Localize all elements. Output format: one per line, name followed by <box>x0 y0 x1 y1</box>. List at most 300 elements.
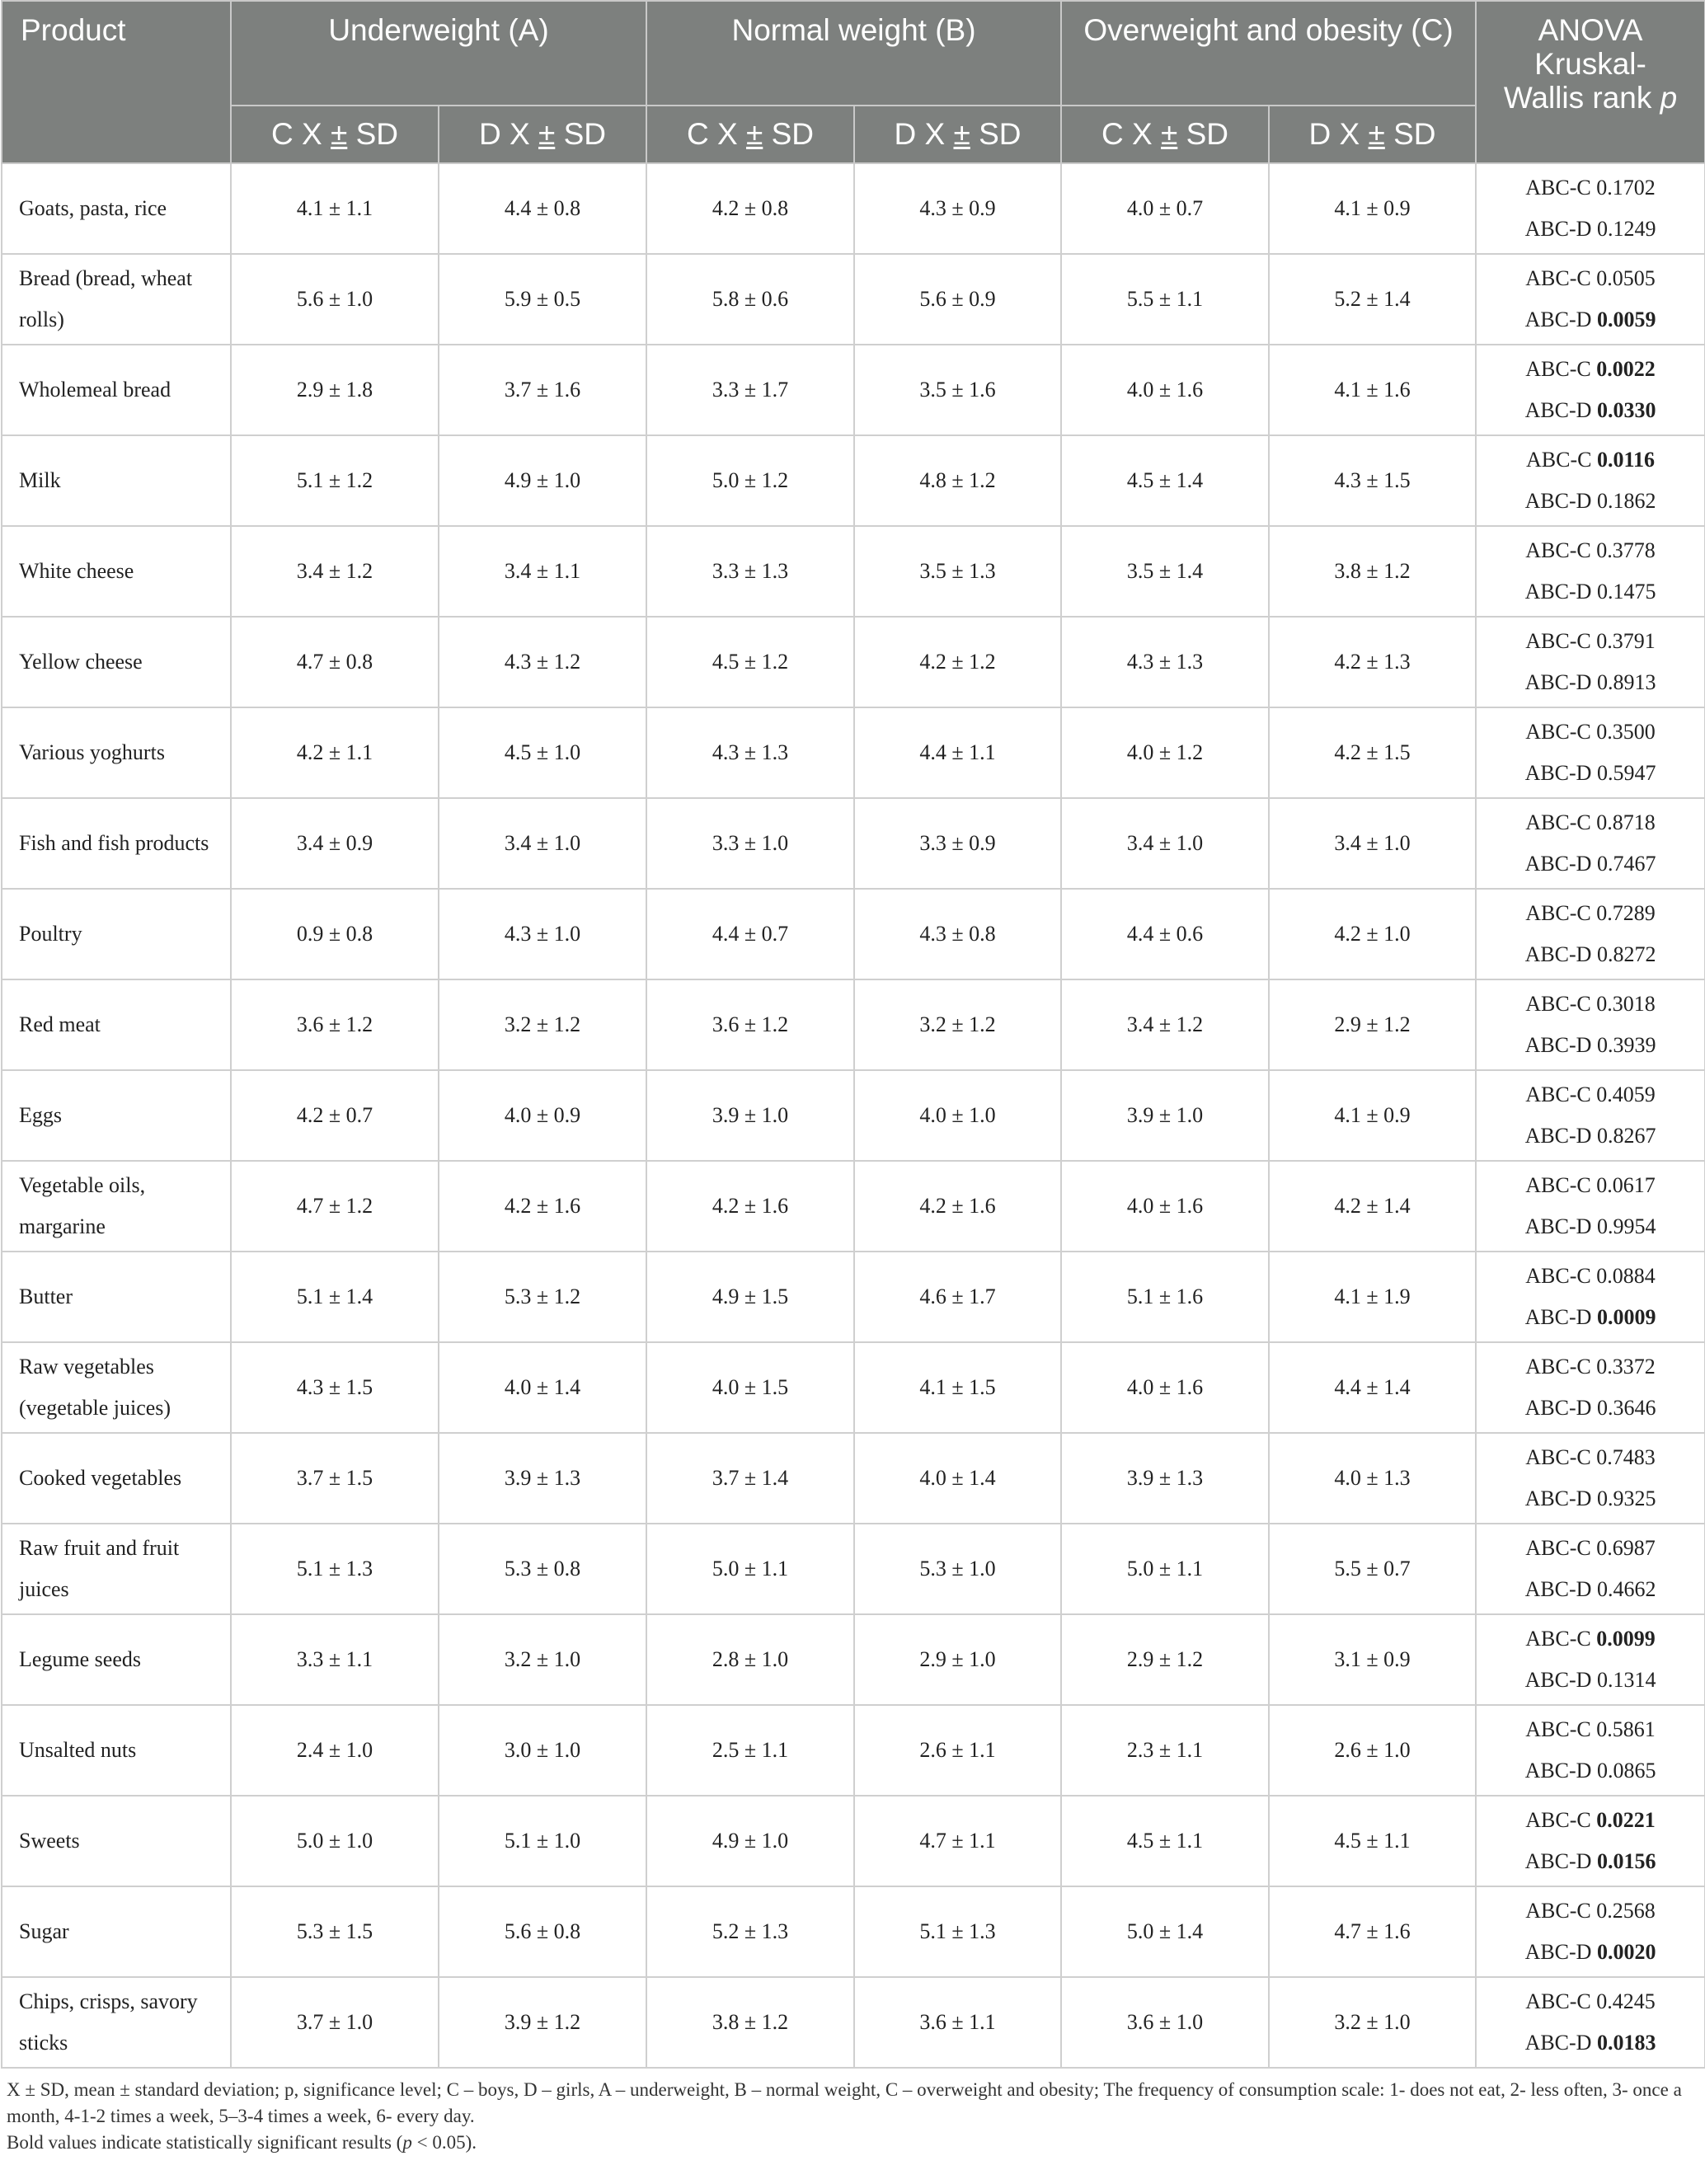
value-cell: 2.8 ± 1.0 <box>646 1614 854 1705</box>
consumption-frequency-table <box>1 0 1705 2069</box>
value-cell: 4.0 ± 0.7 <box>1061 163 1269 254</box>
value-cell: 5.2 ± 1.4 <box>1269 254 1476 345</box>
p-value-line <box>1477 934 1704 975</box>
value-cell: 3.6 ± 1.0 <box>1061 1977 1269 2068</box>
value-cell: 4.0 ± 1.0 <box>854 1070 1061 1161</box>
value-cell: 3.6 ± 1.1 <box>854 1977 1061 2068</box>
value-cell: 3.1 ± 0.9 <box>1269 1614 1476 1705</box>
p-value: 0.3791 <box>1596 629 1656 653</box>
value-cell: 4.4 ± 1.4 <box>1269 1342 1476 1433</box>
product-name: Eggs <box>2 1070 231 1161</box>
p-value: 0.3939 <box>1596 1033 1656 1057</box>
p-value-label: ABC-D <box>1524 308 1597 331</box>
header-sub-2 <box>646 106 854 163</box>
p-value-label: ABC-D <box>1524 670 1597 694</box>
header-sub-4 <box>1061 106 1269 163</box>
p-value-line <box>1477 1478 1704 1519</box>
value-cell: 5.9 ± 0.5 <box>439 254 646 345</box>
value-cell: 4.8 ± 1.2 <box>854 435 1061 526</box>
p-value-label: ABC-C <box>1525 1264 1597 1288</box>
product-name: Butter <box>2 1252 231 1342</box>
header-sub-post: SD <box>763 117 814 151</box>
value-cell: 4.4 ± 0.6 <box>1061 889 1269 979</box>
value-cell: 4.1 ± 1.5 <box>854 1342 1061 1433</box>
value-cell: 4.0 ± 1.5 <box>646 1342 854 1433</box>
header-sub-pre: D X <box>479 117 538 151</box>
value-cell: 5.0 ± 1.0 <box>231 1796 439 1886</box>
p-value-line <box>1477 1750 1704 1792</box>
value-cell: 4.2 ± 1.6 <box>854 1161 1061 1252</box>
p-value: 0.1314 <box>1596 1668 1656 1692</box>
p-value-label: ABC-D <box>1524 217 1597 241</box>
p-value-label: ABC-D <box>1524 1214 1597 1238</box>
value-cell: 3.5 ± 1.6 <box>854 345 1061 435</box>
p-value-label: ABC-C <box>1525 901 1597 925</box>
p-value-label: ABC-D <box>1524 852 1597 876</box>
value-cell: 2.6 ± 1.1 <box>854 1705 1061 1796</box>
value-cell: 5.6 ± 1.0 <box>231 254 439 345</box>
value-cell: 4.1 ± 1.1 <box>231 163 439 254</box>
p-value: 0.5947 <box>1596 761 1656 785</box>
value-cell: 5.2 ± 1.3 <box>646 1886 854 1977</box>
p-value-line <box>1477 390 1704 431</box>
p-value-line <box>1477 439 1704 481</box>
value-cell: 4.7 ± 0.8 <box>231 617 439 707</box>
p-value-label: ABC-D <box>1524 1940 1597 1964</box>
p-value-label: ABC-D <box>1524 2031 1597 2055</box>
value-cell: 4.7 ± 1.2 <box>231 1161 439 1252</box>
value-cell: 5.6 ± 0.9 <box>854 254 1061 345</box>
table-row <box>2 345 1705 435</box>
value-cell: 3.3 ± 0.9 <box>854 798 1061 889</box>
p-value-line <box>1477 802 1704 843</box>
p-value-cell <box>1476 1796 1705 1886</box>
value-cell: 3.4 ± 1.1 <box>439 526 646 617</box>
value-cell: 4.3 ± 1.3 <box>1061 617 1269 707</box>
value-cell: 4.6 ± 1.7 <box>854 1252 1061 1342</box>
header-anova-line3: Wallis rank <box>1503 81 1660 115</box>
header-anova-line1: ANOVA <box>1538 13 1643 47</box>
value-cell: 4.7 ± 1.6 <box>1269 1886 1476 1977</box>
p-value-significant: 0.0099 <box>1596 1627 1656 1651</box>
value-cell: 3.0 ± 1.0 <box>439 1705 646 1796</box>
p-value-cell <box>1476 1161 1705 1252</box>
table-row <box>2 1433 1705 1524</box>
p-value-label: ABC-C <box>1525 1989 1597 2013</box>
p-value-line <box>1477 299 1704 341</box>
p-value-line <box>1477 258 1704 299</box>
value-cell: 3.2 ± 1.0 <box>439 1614 646 1705</box>
p-value-line <box>1477 984 1704 1025</box>
p-value-label: ABC-D <box>1524 942 1597 966</box>
value-cell: 2.6 ± 1.0 <box>1269 1705 1476 1796</box>
value-cell: 5.1 ± 1.6 <box>1061 1252 1269 1342</box>
value-cell: 3.5 ± 1.4 <box>1061 526 1269 617</box>
p-value-cell <box>1476 1886 1705 1977</box>
header-sub-post: SD <box>347 117 398 151</box>
p-value-line <box>1477 1388 1704 1429</box>
product-name: Bread (bread, wheat rolls) <box>2 254 231 345</box>
value-cell: 4.0 ± 1.6 <box>1061 1342 1269 1433</box>
table-row <box>2 889 1705 979</box>
value-cell: 3.3 ± 1.1 <box>231 1614 439 1705</box>
p-value-label: ABC-C <box>1525 1536 1597 1560</box>
table-row <box>2 163 1705 254</box>
p-value-label: ABC-C <box>1525 629 1597 653</box>
p-value-cell <box>1476 1433 1705 1524</box>
product-name: Vegetable oils, margarine <box>2 1161 231 1252</box>
value-cell: 4.1 ± 0.9 <box>1269 163 1476 254</box>
value-cell: 4.0 ± 1.4 <box>854 1433 1061 1524</box>
value-cell: 4.2 ± 1.5 <box>1269 707 1476 798</box>
header-row-groups <box>2 1 1705 106</box>
header-overweight-obesity: Overweight and obesity (C) <box>1061 1 1476 106</box>
p-value: 0.3372 <box>1596 1355 1656 1379</box>
p-value-line <box>1477 621 1704 662</box>
header-row-sub <box>2 106 1705 163</box>
p-value: 0.4245 <box>1596 1989 1656 2013</box>
table-row <box>2 1252 1705 1342</box>
p-value: 0.3018 <box>1596 992 1656 1016</box>
p-value-cell <box>1476 979 1705 1070</box>
value-cell: 3.4 ± 1.2 <box>1061 979 1269 1070</box>
header-anova-p: p <box>1660 81 1678 115</box>
p-value: 0.3500 <box>1596 720 1656 744</box>
header-sub-pre: C X <box>271 117 331 151</box>
p-value-line <box>1477 1981 1704 2022</box>
table-row <box>2 707 1705 798</box>
product-name: Milk <box>2 435 231 526</box>
p-value-label: ABC-C <box>1525 992 1597 1016</box>
p-value-label: ABC-C <box>1525 176 1597 200</box>
p-value-line <box>1477 893 1704 934</box>
p-value: 0.0865 <box>1596 1759 1656 1782</box>
p-value-line <box>1477 1165 1704 1206</box>
p-value-label: ABC-D <box>1524 1668 1597 1692</box>
header-sub-post: SD <box>555 117 606 151</box>
header-sub-pre: C X <box>687 117 746 151</box>
table-row <box>2 1796 1705 1886</box>
value-cell: 4.0 ± 1.3 <box>1269 1433 1476 1524</box>
p-value-cell <box>1476 617 1705 707</box>
p-value-label: ABC-C <box>1525 538 1597 562</box>
table-row <box>2 1524 1705 1614</box>
p-value-label: ABC-D <box>1524 1849 1597 1873</box>
table-row <box>2 1614 1705 1705</box>
value-cell: 3.6 ± 1.2 <box>646 979 854 1070</box>
p-value-label: ABC-C <box>1525 1717 1597 1741</box>
p-value-label: ABC-C <box>1525 266 1597 290</box>
p-value: 0.1249 <box>1596 217 1656 241</box>
value-cell: 4.5 ± 1.2 <box>646 617 854 707</box>
p-value-line <box>1477 1437 1704 1478</box>
value-cell: 5.5 ± 0.7 <box>1269 1524 1476 1614</box>
p-value-line <box>1477 712 1704 753</box>
p-value-line <box>1477 167 1704 209</box>
value-cell: 4.9 ± 1.0 <box>646 1796 854 1886</box>
footnote-bold-post: < 0.05). <box>411 2132 477 2153</box>
value-cell: 4.2 ± 1.6 <box>646 1161 854 1252</box>
value-cell: 4.1 ± 1.9 <box>1269 1252 1476 1342</box>
p-value: 0.8267 <box>1596 1124 1656 1148</box>
p-value-cell <box>1476 1977 1705 2068</box>
p-value: 0.7483 <box>1596 1445 1656 1469</box>
product-name: White cheese <box>2 526 231 617</box>
value-cell: 5.0 ± 1.1 <box>1061 1524 1269 1614</box>
p-value-line <box>1477 1569 1704 1610</box>
product-name: Raw fruit and fruit juices <box>2 1524 231 1614</box>
p-value-label: ABC-C <box>1525 448 1597 472</box>
p-value: 0.1862 <box>1596 489 1656 513</box>
product-name: Chips, crisps, savory sticks <box>2 1977 231 2068</box>
value-cell: 4.5 ± 1.4 <box>1061 435 1269 526</box>
p-value-line <box>1477 571 1704 613</box>
p-value-label: ABC-C <box>1525 1627 1597 1651</box>
p-value-cell <box>1476 435 1705 526</box>
p-value-label: ABC-C <box>1525 357 1597 381</box>
value-cell: 2.3 ± 1.1 <box>1061 1705 1269 1796</box>
p-value-label: ABC-D <box>1524 1305 1597 1329</box>
value-cell: 5.1 ± 1.2 <box>231 435 439 526</box>
product-name: Raw vegetables (vegetable juices) <box>2 1342 231 1433</box>
p-value-line <box>1477 1346 1704 1388</box>
p-value-label: ABC-D <box>1524 1759 1597 1782</box>
p-value: 0.0505 <box>1596 266 1656 290</box>
value-cell: 4.2 ± 1.2 <box>854 617 1061 707</box>
value-cell: 3.6 ± 1.2 <box>231 979 439 1070</box>
table-row <box>2 1977 1705 2068</box>
value-cell: 3.9 ± 1.3 <box>439 1433 646 1524</box>
table-row <box>2 526 1705 617</box>
p-value: 0.0884 <box>1596 1264 1656 1288</box>
value-cell: 3.2 ± 1.0 <box>1269 1977 1476 2068</box>
p-value-line <box>1477 1800 1704 1841</box>
p-value-label: ABC-C <box>1525 1899 1597 1923</box>
p-value-significant: 0.0156 <box>1596 1849 1656 1873</box>
p-value-line <box>1477 1025 1704 1066</box>
table-row <box>2 979 1705 1070</box>
value-cell: 5.1 ± 1.0 <box>439 1796 646 1886</box>
value-cell: 3.5 ± 1.3 <box>854 526 1061 617</box>
p-value-label: ABC-C <box>1525 1083 1597 1106</box>
value-cell: 4.4 ± 0.8 <box>439 163 646 254</box>
footnote-bold-pre: Bold values indicate statistically significant results ( <box>7 2132 403 2153</box>
header-sub-pm: ± <box>1161 117 1178 151</box>
value-cell: 4.2 ± 0.8 <box>646 163 854 254</box>
value-cell: 3.4 ± 1.0 <box>1269 798 1476 889</box>
value-cell: 3.4 ± 1.0 <box>1061 798 1269 889</box>
value-cell: 3.9 ± 1.0 <box>1061 1070 1269 1161</box>
value-cell: 4.9 ± 1.5 <box>646 1252 854 1342</box>
value-cell: 5.5 ± 1.1 <box>1061 254 1269 345</box>
p-value-line <box>1477 1841 1704 1882</box>
p-value-line <box>1477 1528 1704 1569</box>
header-sub-pm: ± <box>538 117 556 151</box>
value-cell: 5.1 ± 1.4 <box>231 1252 439 1342</box>
header-sub-pre: D X <box>1308 117 1369 151</box>
p-value-line <box>1477 1618 1704 1660</box>
header-sub-pm: ± <box>745 117 763 151</box>
footnote-bold-p: p <box>402 2132 412 2153</box>
p-value-label: ABC-C <box>1525 810 1597 834</box>
p-value-cell <box>1476 1252 1705 1342</box>
value-cell: 3.7 ± 1.5 <box>231 1433 439 1524</box>
header-underweight: Underweight (A) <box>231 1 646 106</box>
header-anova <box>1476 1 1705 163</box>
header-sub-post: SD <box>1177 117 1228 151</box>
p-value-cell <box>1476 1705 1705 1796</box>
table-row <box>2 1886 1705 1977</box>
p-value-label: ABC-C <box>1525 1355 1597 1379</box>
value-cell: 3.3 ± 1.7 <box>646 345 854 435</box>
value-cell: 4.3 ± 1.0 <box>439 889 646 979</box>
p-value: 0.8272 <box>1596 942 1656 966</box>
p-value: 0.7289 <box>1596 901 1656 925</box>
p-value: 0.9954 <box>1596 1214 1656 1238</box>
p-value-cell <box>1476 1524 1705 1614</box>
p-value-significant: 0.0330 <box>1596 398 1656 422</box>
value-cell: 2.9 ± 1.0 <box>854 1614 1061 1705</box>
value-cell: 4.2 ± 1.1 <box>231 707 439 798</box>
value-cell: 5.1 ± 1.3 <box>231 1524 439 1614</box>
p-value: 0.9325 <box>1596 1487 1656 1510</box>
value-cell: 3.9 ± 1.2 <box>439 1977 646 2068</box>
value-cell: 4.4 ± 0.7 <box>646 889 854 979</box>
value-cell: 3.4 ± 1.2 <box>231 526 439 617</box>
value-cell: 4.3 ± 1.5 <box>1269 435 1476 526</box>
header-sub-pre: C X <box>1101 117 1161 151</box>
table-row <box>2 798 1705 889</box>
p-value-line <box>1477 1074 1704 1115</box>
value-cell: 5.0 ± 1.1 <box>646 1524 854 1614</box>
value-cell: 4.5 ± 1.1 <box>1061 1796 1269 1886</box>
value-cell: 2.9 ± 1.2 <box>1269 979 1476 1070</box>
header-anova-line2: Kruskal- <box>1534 47 1646 81</box>
header-sub-3 <box>854 106 1061 163</box>
p-value-label: ABC-D <box>1524 1396 1597 1420</box>
table-row <box>2 617 1705 707</box>
p-value-line <box>1477 1206 1704 1247</box>
p-value: 0.3778 <box>1596 538 1656 562</box>
value-cell: 4.0 ± 1.2 <box>1061 707 1269 798</box>
value-cell: 4.2 ± 1.0 <box>1269 889 1476 979</box>
p-value-significant: 0.0022 <box>1596 357 1656 381</box>
p-value: 0.4662 <box>1596 1577 1656 1601</box>
value-cell: 0.9 ± 0.8 <box>231 889 439 979</box>
footnote-bold <box>7 2130 1689 2156</box>
p-value-cell <box>1476 707 1705 798</box>
p-value-cell <box>1476 798 1705 889</box>
p-value-label: ABC-C <box>1525 1445 1597 1469</box>
p-value: 0.7467 <box>1596 852 1656 876</box>
product-name: Unsalted nuts <box>2 1705 231 1796</box>
p-value-significant: 0.0116 <box>1596 448 1656 472</box>
p-value-significant: 0.0183 <box>1596 2031 1656 2055</box>
value-cell: 4.3 ± 1.3 <box>646 707 854 798</box>
p-value-cell <box>1476 1614 1705 1705</box>
p-value-line <box>1477 530 1704 571</box>
product-name: Cooked vegetables <box>2 1433 231 1524</box>
value-cell: 4.9 ± 1.0 <box>439 435 646 526</box>
value-cell: 2.4 ± 1.0 <box>231 1705 439 1796</box>
product-name: Fish and fish products <box>2 798 231 889</box>
table-row <box>2 435 1705 526</box>
p-value-cell <box>1476 254 1705 345</box>
value-cell: 3.3 ± 1.0 <box>646 798 854 889</box>
p-value-label: ABC-D <box>1524 398 1597 422</box>
header-sub-pm: ± <box>1368 117 1385 151</box>
value-cell: 2.5 ± 1.1 <box>646 1705 854 1796</box>
p-value-line <box>1477 1932 1704 1973</box>
value-cell: 4.3 ± 0.8 <box>854 889 1061 979</box>
value-cell: 5.1 ± 1.3 <box>854 1886 1061 1977</box>
p-value-label: ABC-D <box>1524 1577 1597 1601</box>
p-value-significant: 0.0059 <box>1596 308 1656 331</box>
table-row <box>2 1161 1705 1252</box>
p-value-label: ABC-D <box>1524 489 1597 513</box>
value-cell: 5.0 ± 1.4 <box>1061 1886 1269 1977</box>
value-cell: 4.3 ± 0.9 <box>854 163 1061 254</box>
value-cell: 5.3 ± 1.5 <box>231 1886 439 1977</box>
value-cell: 3.4 ± 0.9 <box>231 798 439 889</box>
p-value: 0.8913 <box>1596 670 1656 694</box>
value-cell: 3.7 ± 1.4 <box>646 1433 854 1524</box>
p-value-significant: 0.0009 <box>1596 1305 1656 1329</box>
value-cell: 2.9 ± 1.8 <box>231 345 439 435</box>
value-cell: 3.2 ± 1.2 <box>854 979 1061 1070</box>
product-name: Legume seeds <box>2 1614 231 1705</box>
p-value-line <box>1477 1890 1704 1932</box>
value-cell: 4.2 ± 1.4 <box>1269 1161 1476 1252</box>
value-cell: 3.7 ± 1.6 <box>439 345 646 435</box>
value-cell: 3.7 ± 1.0 <box>231 1977 439 2068</box>
product-name: Poultry <box>2 889 231 979</box>
header-product: Product <box>2 1 231 163</box>
p-value-cell <box>1476 526 1705 617</box>
value-cell: 4.7 ± 1.1 <box>854 1796 1061 1886</box>
table-row <box>2 1705 1705 1796</box>
p-value-label: ABC-D <box>1524 580 1597 604</box>
p-value-label: ABC-D <box>1524 761 1597 785</box>
p-value-label: ABC-C <box>1525 1808 1597 1832</box>
value-cell: 4.1 ± 0.9 <box>1269 1070 1476 1161</box>
product-name: Sugar <box>2 1886 231 1977</box>
p-value-line <box>1477 349 1704 390</box>
value-cell: 4.0 ± 1.6 <box>1061 1161 1269 1252</box>
p-value-cell <box>1476 1342 1705 1433</box>
value-cell: 2.9 ± 1.2 <box>1061 1614 1269 1705</box>
p-value-label: ABC-D <box>1524 1487 1597 1510</box>
p-value-line <box>1477 481 1704 522</box>
value-cell: 3.2 ± 1.2 <box>439 979 646 1070</box>
p-value: 0.1702 <box>1596 176 1656 200</box>
header-sub-1 <box>439 106 646 163</box>
value-cell: 5.0 ± 1.2 <box>646 435 854 526</box>
value-cell: 3.8 ± 1.2 <box>646 1977 854 2068</box>
value-cell: 4.4 ± 1.1 <box>854 707 1061 798</box>
value-cell: 3.4 ± 1.0 <box>439 798 646 889</box>
p-value-cell <box>1476 345 1705 435</box>
p-value: 0.1475 <box>1596 580 1656 604</box>
header-sub-post: SD <box>1384 117 1436 151</box>
value-cell: 3.3 ± 1.3 <box>646 526 854 617</box>
p-value-line <box>1477 662 1704 703</box>
value-cell: 4.5 ± 1.1 <box>1269 1796 1476 1886</box>
p-value-cell <box>1476 163 1705 254</box>
header-sub-pre: D X <box>894 117 954 151</box>
p-value: 0.0617 <box>1596 1173 1656 1197</box>
p-value-label: ABC-D <box>1524 1124 1597 1148</box>
